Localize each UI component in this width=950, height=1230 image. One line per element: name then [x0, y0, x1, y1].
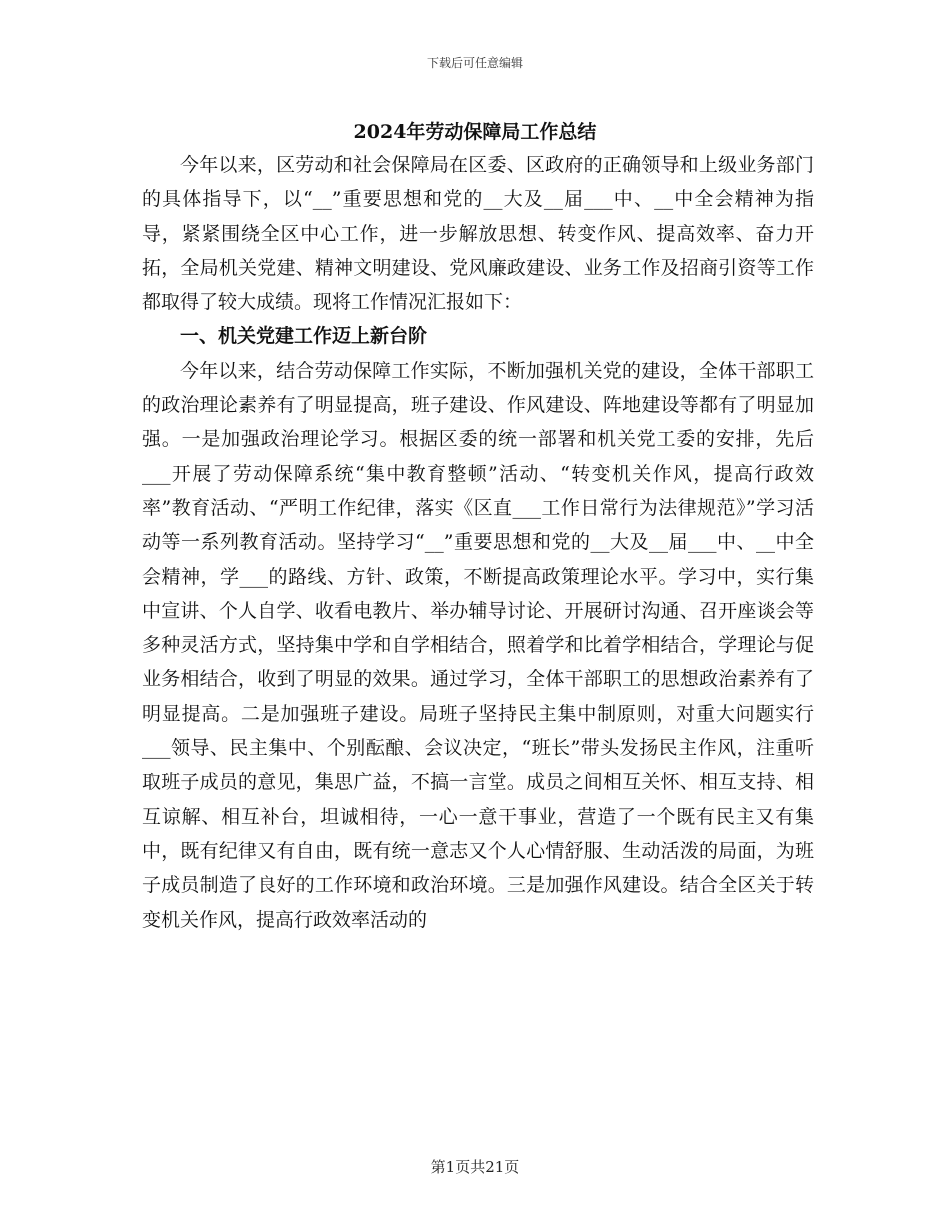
page-number: 第1页共21页: [430, 1158, 520, 1176]
section-heading: 一、机关党建工作迈上新台阶: [180, 325, 428, 348]
section-paragraph: 今年以来，结合劳动保障工作实际，不断加强机关党的建设，全体干部职工的政治理论素养有了明显提高，班子建设、作风建设、阵地建设等都有了明显加强。一是加强政治理论学习。根据区委的统一部署和机关党工委的安排，先后___开展了劳动保障系统“集中教育整顿”活动、“转变机关作风，提高行政效率”教育活动、“严明工作纪律，落实《区直___工作日常行为法律规范》”学习活动等一系列教育活动。坚持学习“__”重要思想和党的__大及__届___中、__中全会精神，学___的路线、方针、政策，不断提高政策理论水平。学习中，实行集中宣讲、个人自学、收看电教片、举办辅导讨论、开展研讨沟通、召开座谈会等多种灵活方式，坚持集中学和自学相结合，照着学和比着学相结合，学理论与促业务相结合，收到了明显的效果。通过学习，全体干部职工的思想政治素养有了明显提高。二是加强班子建设。局班子坚持民主集中制原则，对重大问题实行___领导、民主集中、个别酝酿、会议决定，“班长”带头发扬民主作风，注重听取班子成员的意见，集思广益，不搞一言堂。成员之间相互关怀、相互支持、相互谅解、相互补台，坦诚相待，一心一意干事业，营造了一个既有民主又有集中，既有纪律又有自由，既有统一意志又个人心情舒服、生动活泼的局面，为班子成员制造了良好的工作环境和政治环境。三是加强作风建设。结合全区关于转变机关作风，提高行政效率活动的: [142, 359, 814, 931]
page-header-note: 下载后可任意编辑: [426, 56, 523, 70]
intro-paragraph: 今年以来，区劳动和社会保障局在区委、区政府的正确领导和上级业务部门的具体指导下，以“__”重要思想和党的__大及__届___中、__中全会精神为指导，紧紧围绕全区中心工作，进一步解放思想、转变作风、提高效率、奋力开拓，全局机关党建、精神文明建设、党风廉政建设、业务工作及招商引资等工作都取得了较大成绩。现将工作情况汇报如下：: [142, 154, 814, 314]
document-title: 2024年劳动保障局工作总结: [353, 121, 597, 143]
document-body: [142, 148, 814, 937]
